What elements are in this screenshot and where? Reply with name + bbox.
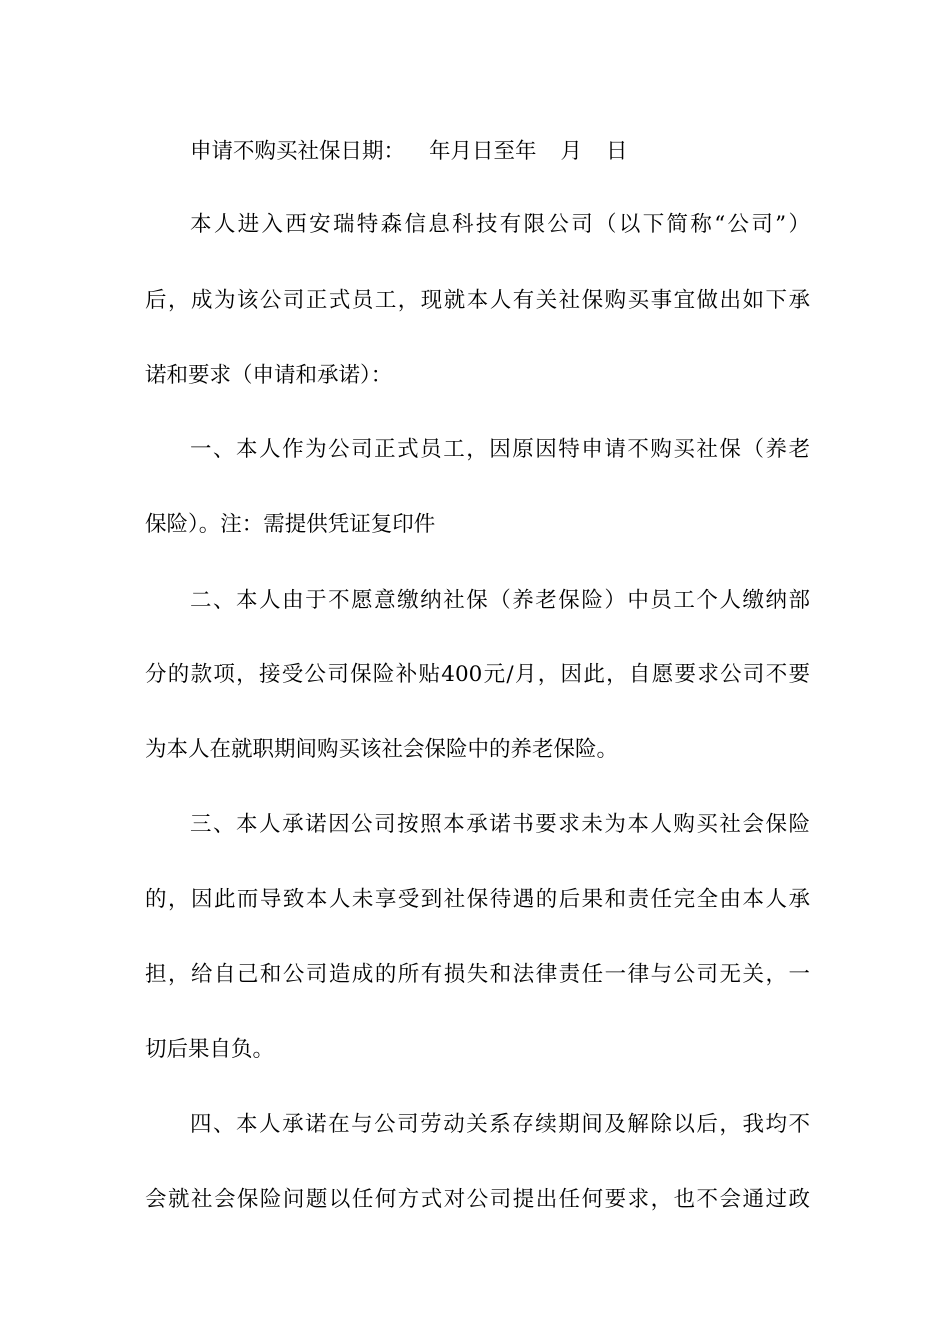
clause-3-line-3: 担，给自己和公司造成的所有损失和法律责任一律与公司无关，一 [145, 962, 810, 987]
clause-2-line-2: 分的款项，接受公司保险补贴400元/月，因此，自愿要求公司不要 [145, 662, 810, 687]
clause-1-line-1: 一、本人作为公司正式员工，因原因特申请不购买社保（养老 [190, 437, 810, 462]
clause-4-line-2: 会就社会保险问题以任何方式对公司提出任何要求，也不会通过政 [145, 1187, 810, 1212]
date-line [190, 132, 810, 172]
clause-2-line-3: 为本人在就职期间购买该社会保险中的养老保险。 [145, 737, 619, 762]
clause-3-line-1: 三、本人承诺因公司按照本承诺书要求未为本人购买社会保险 [190, 812, 810, 837]
clause-4-line-1: 四、本人承诺在与公司劳动关系存续期间及解除以后，我均不 [190, 1112, 810, 1137]
date-month-text: 月 [560, 139, 583, 164]
clause-3-line-4: 切后果自负。 [145, 1037, 275, 1062]
paragraph-intro-line-2: 后，成为该公司正式员工，现就本人有关社保购买事宜做出如下承 [145, 288, 810, 313]
clause-3-line-2: 的，因此而导致本人未享受到社保待遇的后果和责任完全由本人承 [145, 887, 810, 912]
clause-1-line-2: 保险）。注：需提供凭证复印件 [145, 512, 436, 537]
date-label: 申请不购买社保日期： [190, 139, 406, 164]
clause-2-line-1: 二、本人由于不愿意缴纳社保（养老保险）中员工个人缴纳部 [190, 588, 810, 613]
paragraph-intro-line-3: 诺和要求（申请和承诺）： [145, 363, 393, 388]
date-range-text: 年月日至年 [429, 139, 537, 164]
paragraph-intro-line-1: 本人进入西安瑞特森信息科技有限公司（以下简称“公司”） [190, 212, 810, 237]
date-day-text: 日 [606, 139, 628, 164]
